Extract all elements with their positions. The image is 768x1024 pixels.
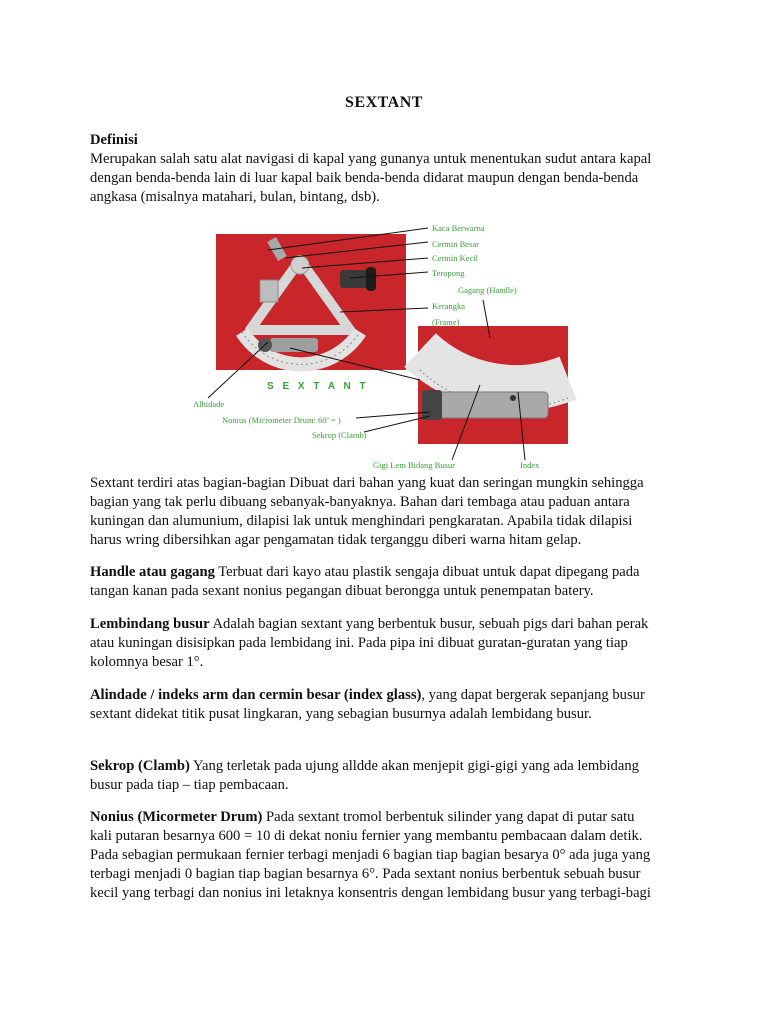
- label-sekrop: Sekrop (Clamb): [312, 430, 367, 440]
- sekrop-text: busur pada tiap – tiap pembacaan.: [90, 777, 289, 793]
- label-kerangka: Kerangka: [432, 301, 466, 311]
- lembidang-term: Lembindang busur: [90, 616, 210, 632]
- nonius-text: Pada sebagian permukaan fernier terbagi menjadi 6 bagian tiap bagian besarya 0° ada juga yang: [90, 847, 651, 863]
- lembidang-text: Adalah bagian sextant yang berbentuk busur, sebuah pigs dari bahan perak: [209, 616, 649, 632]
- label-alhidade: Alhidade: [193, 399, 225, 409]
- page-title: SEXTANT: [345, 94, 423, 111]
- intro-line: kuningan dan alumunium, dilapisi lak untuk menghindari pengkaratan. Apabila tidak dilapisi: [90, 513, 633, 529]
- label-index: Index: [520, 460, 540, 470]
- nonius-paragraph: [90, 808, 680, 903]
- label-teropong: Teropong: [432, 268, 465, 278]
- alindade-text: sextant didekat titik pusat lingkaran, yang sebagian busurnya adalah lembidang busur.: [90, 706, 592, 722]
- sextant-figure: [190, 220, 580, 475]
- nonius-text: kali putaran besarnya 600 = 10 di dekat noniu fernier yang membantu pembacaan dalam detik.: [90, 828, 643, 844]
- nonius-text: terbagi menjadi 0 bagian tiap bagian besarnya 6°. Pada sextant nonius berbentuk sebuah busur: [90, 866, 641, 882]
- intro-paragraph: [90, 474, 680, 550]
- alindade-term: Alindade / indeks arm dan cermin besar (index glass): [90, 687, 422, 703]
- handle-text: Terbuat dari kayo atau plastik sengaja dibuat untuk dapat dipegang pada: [214, 564, 640, 580]
- handle-term: Handle atau gagang: [90, 564, 215, 580]
- sekrop-term: Sekrop (Clamb): [90, 758, 190, 774]
- label-frame: (Frame): [432, 317, 460, 327]
- label-nonius: Nonius (Micrometer Drum: 60’ = ): [222, 415, 341, 425]
- label-kaca: Kaca Berwarna: [432, 223, 485, 233]
- intro-line: harus wring dibersihkan agar pengamatan tidak terganggu diberi warna hitam gelap.: [90, 532, 582, 548]
- intro-line: Sextant terdiri atas bagian-bagian Dibuat dari bahan yang kuat dan seringan mungkin sehingga: [90, 475, 644, 491]
- nonius-term: Nonius (Micormeter Drum): [90, 809, 263, 825]
- alindade-paragraph: [90, 686, 680, 724]
- sekrop-text: Yang terletak pada ujung alldde akan menjepit gigi-gigi yang ada lembidang: [189, 758, 639, 774]
- label-cermin-besar: Cermin Besar: [432, 239, 479, 249]
- label-cermin-kecil: Cermin Kecil: [432, 253, 479, 263]
- definition-block: [90, 131, 680, 207]
- definition-line: angkasa (misalnya matahari, bulan, bintang, dsb).: [90, 189, 380, 205]
- handle-paragraph: [90, 563, 680, 601]
- alindade-text: , yang dapat bergerak sepanjang busur: [421, 687, 645, 703]
- figure-caption: S E X T A N T: [267, 381, 369, 392]
- handle-text: tangan kanan pada sexant nonius pegangan dibuat berongga untuk penempatan batery.: [90, 583, 594, 599]
- label-gagang: Gagang (Handle): [458, 285, 517, 295]
- intro-line: bagian yang tak perlu dibuang sebanyak-banyaknya. Bahan dari tembaga atau paduan antara: [90, 494, 630, 510]
- lembidang-text: atau kuningan disisipkan pada lembidang ini. Pada pipa ini dibuat guratan-guratan yang tiap: [90, 635, 628, 651]
- nonius-text: Pada sextant tromol berbentuk silinder yang dapat di putar satu: [262, 809, 635, 825]
- nonius-text: kecil yang terbagi dan nonius ini letaknya konsentris dengan lembidang busur yang terbagi-bagi: [90, 885, 651, 901]
- label-gigi: Gigi Lem Bidang Busur: [373, 460, 455, 470]
- lembidang-paragraph: [90, 615, 680, 672]
- definition-line: dengan benda-benda lain di luar kapal baik benda-benda didarat maupun dengan benda-benda: [90, 170, 639, 186]
- sekrop-paragraph: [90, 757, 680, 795]
- definition-heading: Definisi: [90, 132, 138, 148]
- definition-line: Merupakan salah satu alat navigasi di kapal yang gunanya untuk menentukan sudut antara kapal: [90, 151, 652, 167]
- lembidang-text: kolomnya besar 1°.: [90, 654, 204, 670]
